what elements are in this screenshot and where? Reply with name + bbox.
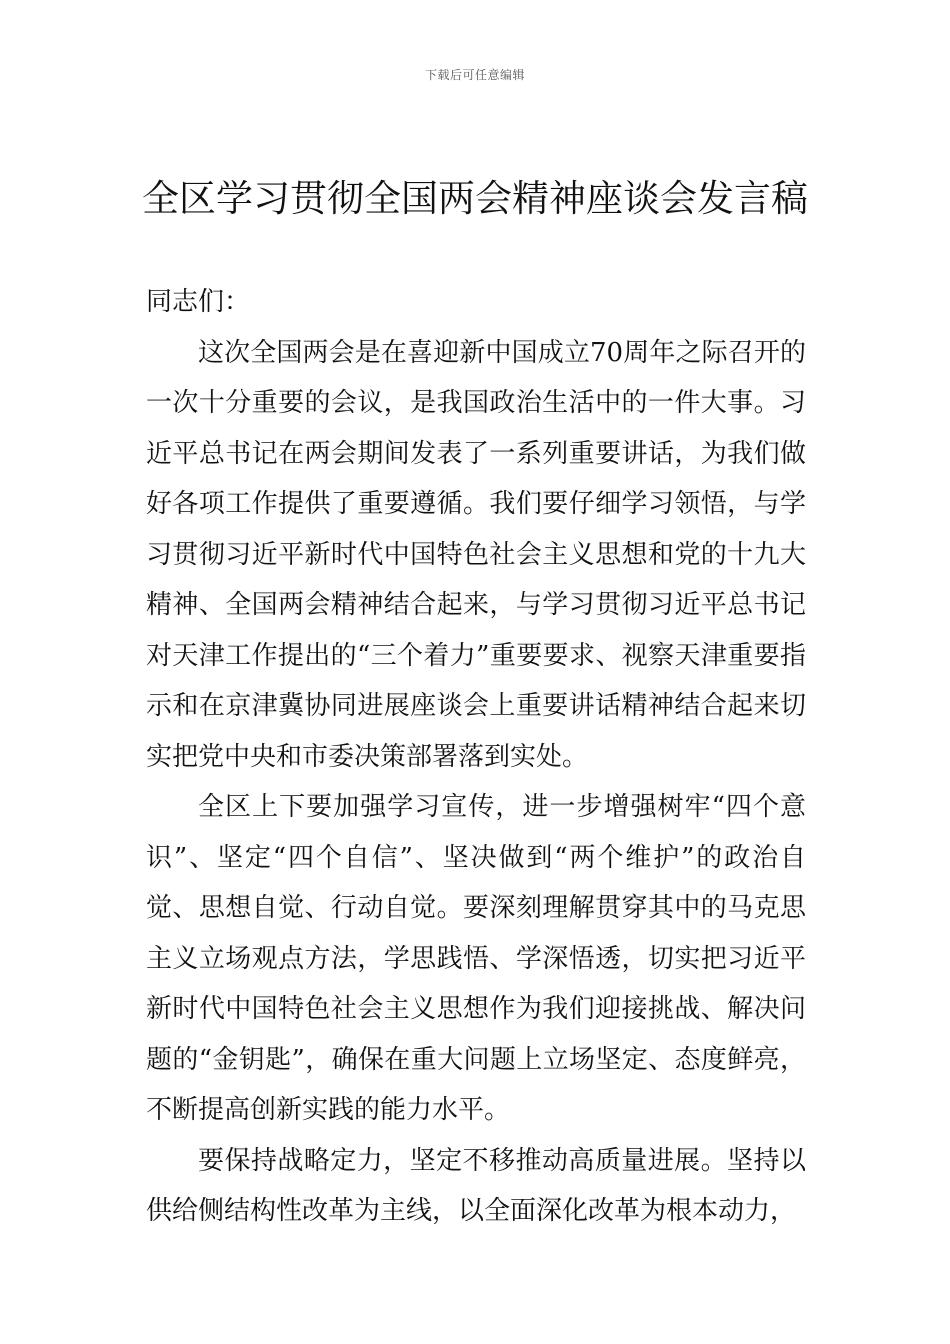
paragraph-2: 全区上下要加强学习宣传，进一步增强树牢“四个意识”、坚定“四个自信”、坚决做到“两个维护”的政治自觉、思想自觉、行动自觉。要深刻理解贯穿其中的马克思主义立场观点方法，学思践悟、学深悟透，切实把习近平新时代中国特色社会主义思想作为我们迎接挑战、解决问题的“金钥匙”，确保在重大问题上立场坚定、态度鲜亮，不断提高创新实践的能力水平。 — [146, 792, 806, 1125]
header-note: 下载后可任意编辑 — [424, 68, 525, 82]
salutation: 同志们： — [146, 287, 251, 317]
document-body — [146, 277, 806, 1237]
paragraph-1: 这次全国两会是在喜迎新中国成立70周年之际召开的一次十分重要的会议，是我国政治生活中的一件大事。习近平总书记在两会期间发表了一系列重要讲话，为我们做好各项工作提供了重要遵循。我们要仔细学习领悟，与学习贯彻习近平新时代中国特色社会主义思想和党的十九大精神、全国两会精神结合起来，与学习贯彻习近平总书记对天津工作提出的“三个着力”重要要求、视察天津重要指示和在京津冀协同进展座谈会上重要讲话精神结合起来切实把党中央和市委决策部署落到实处。 — [146, 337, 806, 772]
paragraph-3: 要保持战略定力，坚定不移推动高质量进展。坚持以供给侧结构性改革为主线，以全面深化改革为根本动力， — [146, 1145, 806, 1226]
document-title: 全区学习贯彻全国两会精神座谈会发言稿 — [142, 177, 808, 220]
